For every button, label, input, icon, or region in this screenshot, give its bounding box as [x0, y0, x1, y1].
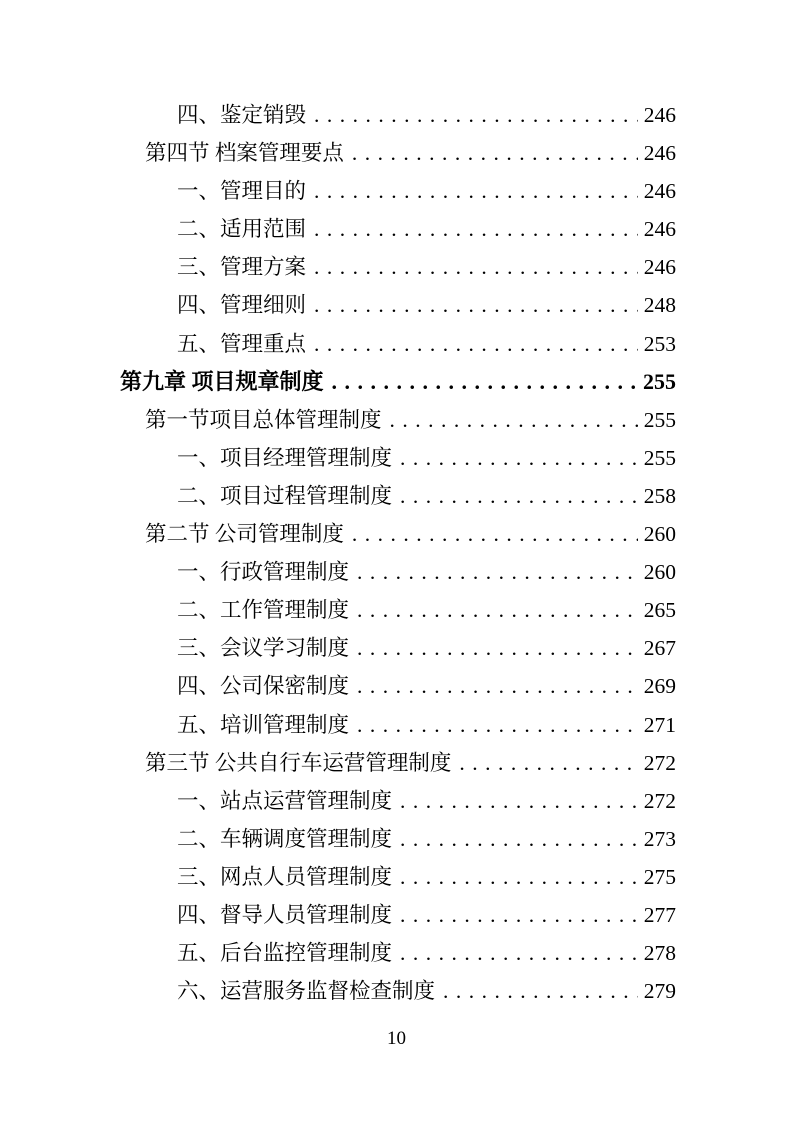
toc-entry: [0, 439, 676, 477]
toc-entry-label: 二、项目过程管理制度: [177, 483, 393, 508]
dot-leader: [314, 325, 638, 363]
dot-leader: [459, 744, 637, 782]
toc-entry: [0, 210, 676, 248]
dot-leader: [390, 401, 638, 439]
toc-entry-page: 269: [643, 674, 676, 699]
toc-entry-label: 三、会议学习制度: [177, 636, 350, 661]
dot-leader: [400, 782, 638, 820]
toc-entry-label: 四、管理细则: [177, 293, 307, 318]
toc-entry-label: 四、督导人员管理制度: [177, 902, 393, 927]
toc-entry: [0, 325, 676, 363]
toc-entry: [0, 591, 676, 629]
toc-entry-label: 第二节 公司管理制度: [145, 522, 344, 547]
toc-entry: [0, 172, 676, 210]
dot-leader: [400, 934, 638, 972]
toc-entry-page: 275: [643, 864, 676, 889]
toc-entry: [0, 248, 676, 286]
toc-entry-page: 255: [643, 445, 676, 470]
toc-entry: [0, 96, 676, 134]
dot-leader: [357, 706, 638, 744]
toc-entry: [0, 972, 676, 1010]
toc-entry-label: 五、后台监控管理制度: [177, 941, 393, 966]
toc-entry: [0, 934, 676, 972]
toc-entry-label: 三、网点人员管理制度: [177, 864, 393, 889]
toc-entry-label: 二、工作管理制度: [177, 598, 350, 623]
toc-entry-label: 第四节 档案管理要点: [145, 141, 344, 166]
toc-list: [0, 96, 676, 1010]
toc-entry-page: 246: [643, 255, 676, 280]
toc-entry: [0, 782, 676, 820]
toc-entry-page: 267: [643, 636, 676, 661]
toc-entry-label: 二、车辆调度管理制度: [177, 826, 393, 851]
toc-entry-page: 260: [643, 560, 676, 585]
toc-entry-page: 255: [643, 368, 676, 394]
dot-leader: [357, 553, 638, 591]
toc-entry: [0, 363, 676, 401]
toc-entry-page: 246: [643, 141, 676, 166]
toc-entry-label: 五、管理重点: [177, 331, 307, 356]
toc-entry-page: 271: [643, 712, 676, 737]
toc-entry-page: 258: [643, 483, 676, 508]
toc-entry-page: 272: [643, 788, 676, 813]
dot-leader: [314, 96, 638, 134]
toc-entry-label: 一、项目经理管理制度: [177, 445, 393, 470]
toc-entry: [0, 515, 676, 553]
toc-entry-label: 一、站点运营管理制度: [177, 788, 393, 813]
page-footer: [0, 1026, 793, 1052]
toc-entry-page: 277: [643, 902, 676, 927]
dot-leader: [357, 667, 638, 705]
dot-leader: [400, 477, 638, 515]
toc-entry: [0, 820, 676, 858]
dot-leader: [314, 248, 638, 286]
toc-entry-label: 四、公司保密制度: [177, 674, 350, 699]
dot-leader: [352, 515, 638, 553]
toc-entry-page: 279: [643, 979, 676, 1004]
toc-entry-page: 248: [643, 293, 676, 318]
toc-entry-page: 246: [643, 103, 676, 127]
toc-entry-label: 五、培训管理制度: [177, 712, 350, 737]
dot-leader: [314, 210, 638, 248]
toc-entry: [0, 286, 676, 324]
toc-entry-label: 第一节项目总体管理制度: [145, 407, 382, 432]
dot-leader: [352, 134, 638, 172]
dot-leader: [400, 896, 638, 934]
page-number: 10: [387, 1028, 406, 1049]
toc-entry: [0, 629, 676, 667]
toc-entry: [0, 667, 676, 705]
toc-entry-label: 第九章 项目规章制度: [120, 368, 324, 394]
dot-leader: [400, 820, 638, 858]
toc-entry-page: 273: [643, 826, 676, 851]
toc-entry-page: 272: [643, 750, 676, 775]
toc-entry-label: 六、运营服务监督检查制度: [177, 979, 436, 1004]
toc-entry-label: 四、鉴定销毁: [177, 103, 307, 127]
toc-entry: [0, 896, 676, 934]
toc-entry-label: 二、适用范围: [177, 217, 307, 242]
toc-entry: [0, 858, 676, 896]
dot-leader: [357, 629, 638, 667]
dot-leader: [400, 858, 638, 896]
toc-entry-page: 255: [643, 407, 676, 432]
dot-leader: [314, 172, 638, 210]
toc-entry-label: 第三节 公共自行车运营管理制度: [145, 750, 452, 775]
toc-entry-label: 一、行政管理制度: [177, 560, 350, 585]
dot-leader: [400, 439, 638, 477]
toc-entry-page: 265: [643, 598, 676, 623]
dot-leader: [357, 591, 638, 629]
toc-entry-page: 253: [643, 331, 676, 356]
toc-entry: [0, 744, 676, 782]
toc-entry: [0, 706, 676, 744]
toc-entry: [0, 553, 676, 591]
toc-entry-page: 246: [643, 179, 676, 204]
toc-entry-page: 278: [643, 941, 676, 966]
toc-entry-label: 三、管理方案: [177, 255, 307, 280]
toc-entry: [0, 477, 676, 515]
toc-entry-page: 246: [643, 217, 676, 242]
toc-entry-label: 一、管理目的: [177, 179, 307, 204]
toc-entry-page: 260: [643, 522, 676, 547]
dot-leader: [314, 286, 638, 324]
dot-leader: [332, 363, 637, 401]
toc-entry: [0, 401, 676, 439]
toc-entry: [0, 134, 676, 172]
dot-leader: [443, 972, 638, 1010]
